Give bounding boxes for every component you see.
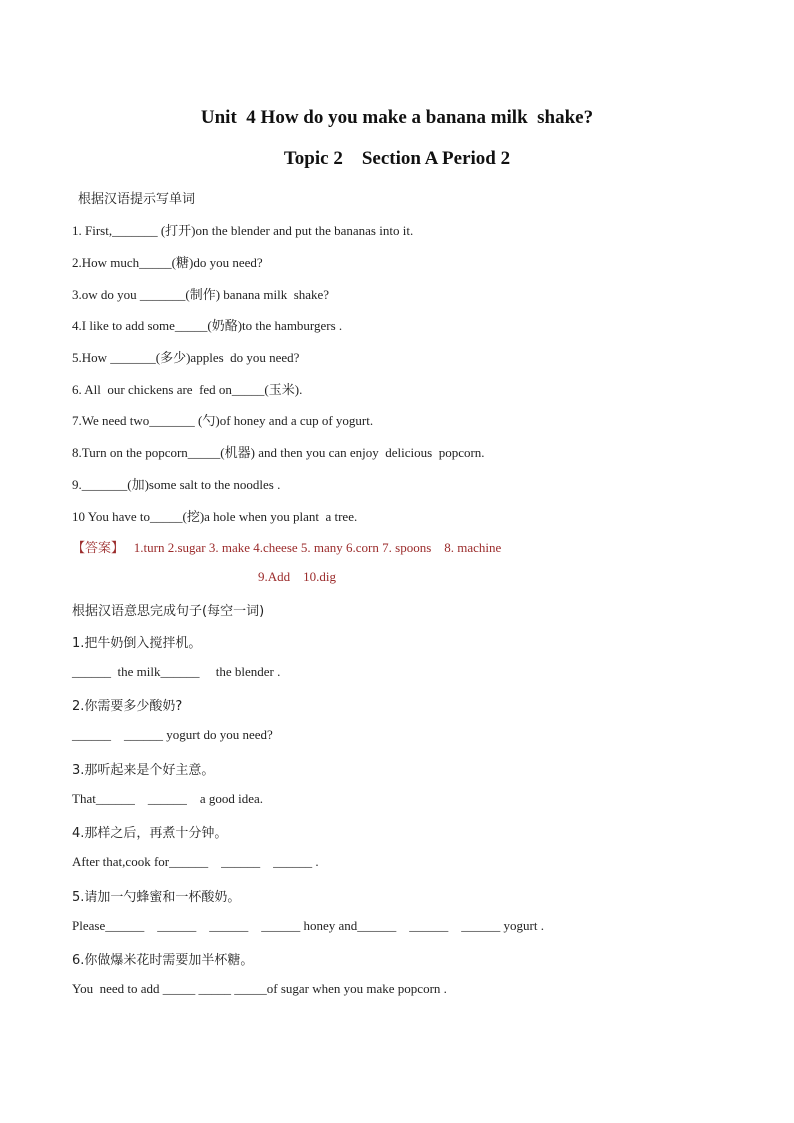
exercise-item: 9._______(加)some salt to the noodles . [72,477,281,492]
answer-label: 【答案】 [72,541,125,556]
exercise-item: 6. All our chickens are fed on_____(玉米). [72,382,303,397]
exercise-item: 8.Turn on the popcorn_____(机器) and then you can enjoy delicious popcorn. [72,445,485,460]
exercise-item: 1. First,_______ (打开)on the blender and put the bananas into it. [72,223,414,238]
exercise-item: 10 You have to_____(挖)a hole when you plant a tree. [72,509,358,524]
document-title: Unit 4 How do you make a banana milk shake? [200,107,594,128]
sentence-prompt: 3.那听起来是个好主意。 [72,763,215,778]
sentence-prompt: 4.那样之后，再煮十分钟。 [72,826,228,841]
exercise-item: 4.I like to add some_____(奶酪)to the hamburgers . [72,318,343,333]
answer-text: 1.turn 2.sugar 3. make 4.cheese 5. many 6.corn 7. spoons 8. machine [133,540,502,555]
part1-heading: 根据汉语提示写单词 [78,192,196,207]
sentence-blank-line: Please______ ______ ______ ______ honey and______ ______ ______ yogurt . [72,918,544,933]
answer-line-2: 9.Add 10.dig [258,569,336,584]
exercise-item: 5.How _______(多少)apples do you need? [72,350,300,365]
sentence-prompt: 1.把牛奶倒入搅拌机。 [72,636,202,651]
sentence-blank-line: That______ ______ a good idea. [72,791,263,806]
part2-heading: 根据汉语意思完成句子(每空一词) [72,604,265,619]
answer-line [72,537,501,556]
sentence-blank-line: After that,cook for______ ______ ______ . [72,854,319,869]
sentence-blank-line: You need to add _____ _____ _____of sugar when you make popcorn . [72,981,447,996]
sentence-prompt: 2.你需要多少酸奶? [72,699,183,714]
sentence-blank-line: ______ ______ yogurt do you need? [72,727,273,742]
sentence-blank-line: ______ the milk______ the blender . [72,664,281,679]
sentence-prompt: 5.请加一勺蜂蜜和一杯酸奶。 [72,890,241,905]
sentence-prompt: 6.你做爆米花时需要加半杯糖。 [72,953,254,968]
document-subtitle: Topic 2 Section A Period 2 [283,148,511,169]
exercise-item: 7.We need two_______ (勺)of honey and a cup of yogurt. [72,413,374,428]
exercise-item: 2.How much_____(糖)do you need? [72,255,263,270]
exercise-item: 3.ow do you _______(制作) banana milk shake? [72,287,330,302]
